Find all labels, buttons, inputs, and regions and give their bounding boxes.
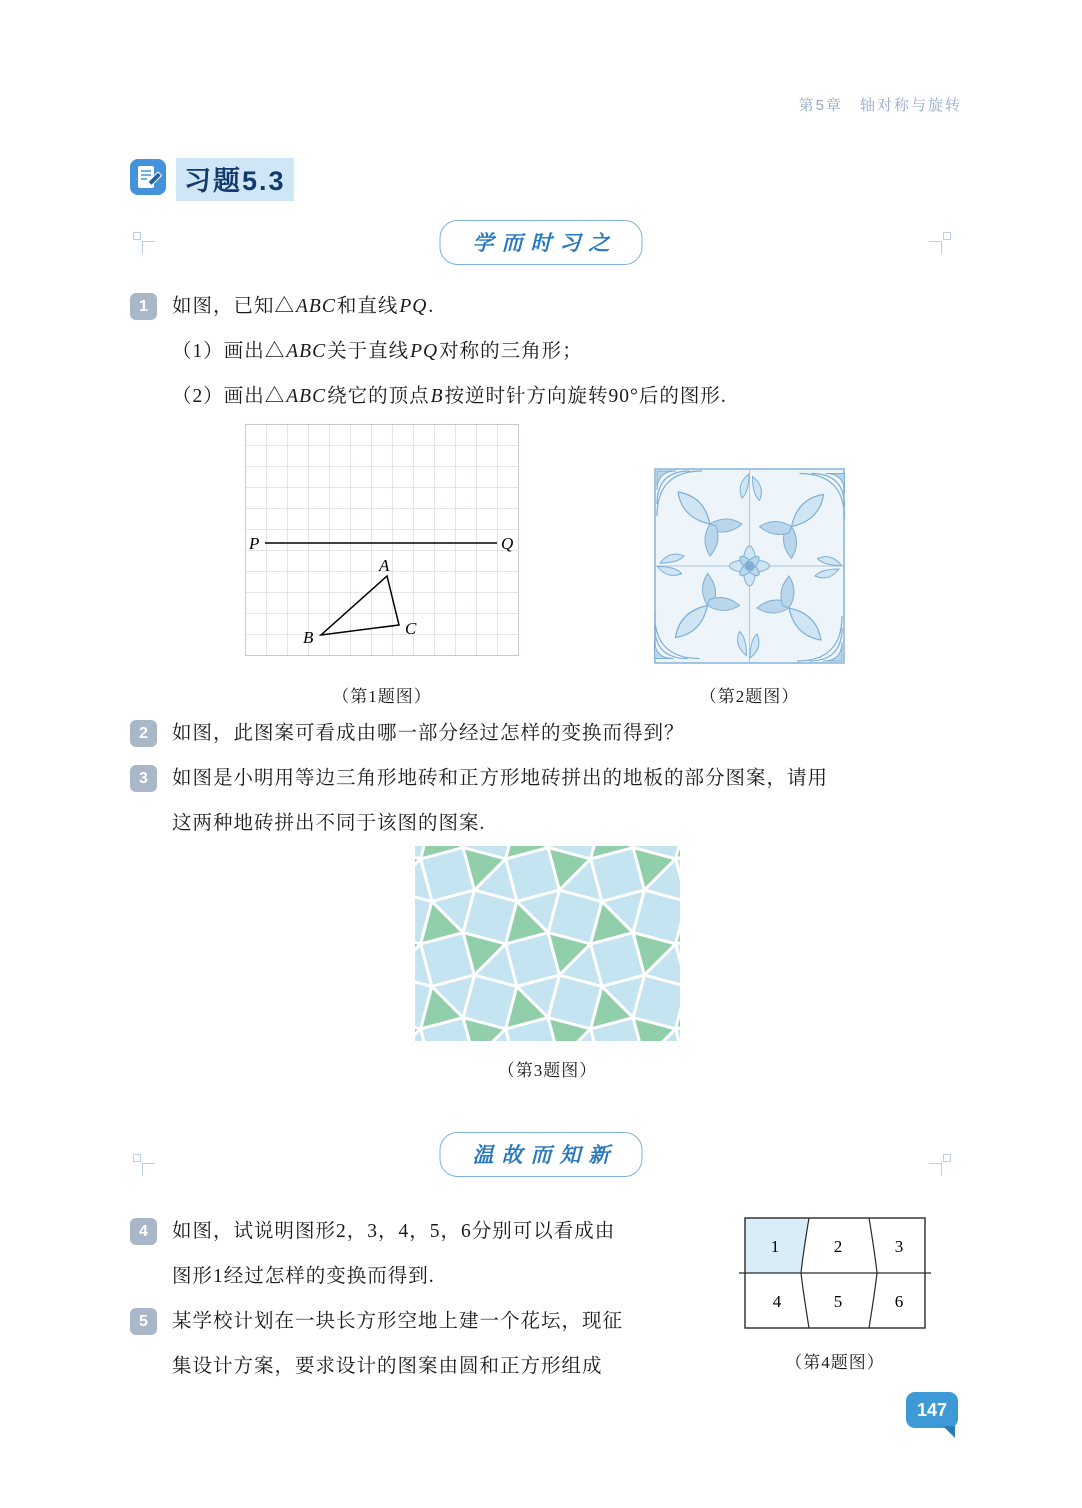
problem-1-intro: 如图，已知△ABC和直线PQ. xyxy=(172,296,435,317)
shape-label-4: 4 xyxy=(772,1292,782,1311)
shape-label-5: 5 xyxy=(833,1292,843,1311)
frame-corner-icon xyxy=(933,232,951,250)
problem-2-number: 2 xyxy=(130,720,157,747)
problem-1-number: 1 xyxy=(130,293,157,320)
figure-4-caption: （第4题图） xyxy=(785,1353,885,1372)
label-A: A xyxy=(379,556,390,575)
problem-4-number: 4 xyxy=(130,1218,157,1245)
figure-3-caption: （第3题图） xyxy=(497,1061,598,1080)
problem-1-item-1: （1）画出△ABC关于直线PQ对称的三角形； xyxy=(172,341,583,362)
problem-1-item-2: （2）画出△ABC绕它的顶点B按逆时针方向旋转90°后的图形. xyxy=(172,386,727,407)
problem-4-line-2: 图形1经过怎样的变换而得到. xyxy=(172,1266,435,1287)
problem-3-line-1: 如图是小明用等边三角形地砖和正方形地砖拼出的地板的部分图案，请用 xyxy=(172,768,829,789)
label-P: P xyxy=(249,534,260,553)
figure-1-grid xyxy=(245,424,519,661)
figure-4-shapes xyxy=(737,1210,933,1343)
shape-label-2: 2 xyxy=(833,1237,843,1256)
problem-4-line-1: 如图，试说明图形2，3，4，5，6分别可以看成由 xyxy=(172,1221,616,1242)
figure-2-caption: （第2题图） xyxy=(699,687,800,706)
label-B: B xyxy=(303,628,314,647)
problem-3-line-2: 这两种地砖拼出不同于该图的图案. xyxy=(172,813,486,834)
problem-5-line-1: 某学校计划在一块长方形空地上建一个花坛，现征 xyxy=(172,1311,624,1332)
problem-5-line-2: 集设计方案，要求设计的图案由圆和正方形组成 xyxy=(172,1356,603,1377)
shape-label-1: 1 xyxy=(770,1237,780,1256)
frame-corner-icon xyxy=(933,1154,951,1172)
figure-2-pattern xyxy=(654,468,845,669)
figure-3-tessellation xyxy=(415,846,680,1046)
exercise-icon xyxy=(130,159,166,200)
shape-label-6: 6 xyxy=(894,1292,904,1311)
problem-5-number: 5 xyxy=(130,1308,157,1335)
label-Q: Q xyxy=(501,534,514,553)
frame-corner-icon xyxy=(133,232,151,250)
problem-2-text: 如图，此图案可看成由哪一部分经过怎样的变换而得到？ xyxy=(172,723,685,744)
shape-label-3: 3 xyxy=(894,1237,904,1256)
label-C: C xyxy=(405,619,417,638)
exercise-title-label: 习题5.3 xyxy=(176,158,294,201)
banner-practice: 学而时习之 xyxy=(440,220,643,265)
banner-review: 温故而知新 xyxy=(440,1132,643,1177)
grid-background xyxy=(246,425,519,656)
exercise-title xyxy=(130,158,294,201)
page-number-badge: 147 xyxy=(906,1392,958,1428)
frame-corner-icon xyxy=(133,1154,151,1172)
chapter-header: 第5章 轴对称与旋转 xyxy=(798,97,962,114)
problem-3-number: 3 xyxy=(130,765,157,792)
figure-1-caption: （第1题图） xyxy=(332,687,432,706)
